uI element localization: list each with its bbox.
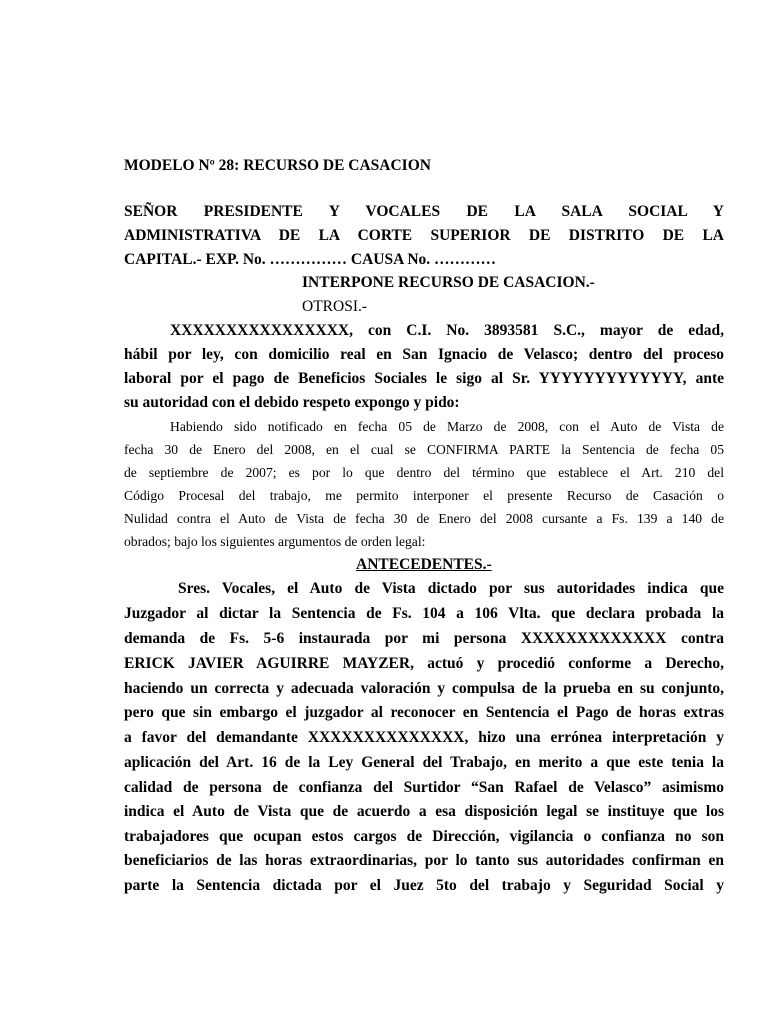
address-line-3: CAPITAL.- EXP. No. …………… CAUSA No. ………… xyxy=(124,251,497,268)
notice-line-5: Nulidad contra el Auto de Vista de fecha 30 de Enero del 2008 cursante a Fs. 139 a 140 de xyxy=(124,511,724,526)
notice-line-2: fecha 30 de Enero del 2008, en el cual se CONFIRMA PARTE la Sentencia de fecha 05 xyxy=(124,442,724,457)
antecedentes-line-11: trabajadores que ocupan estos cargos de Dirección, vigilancia o confianza no son xyxy=(124,828,724,845)
antecedentes-line-13: parte la Sentencia dictada por el Juez 5to del trabajo y Seguridad Social y xyxy=(124,877,724,894)
antecedentes-line-12: beneficiarios de las horas extraordinarias, por lo tanto sus autoridades confirman en xyxy=(124,852,724,869)
intro-line-4: su autoridad con el debido respeto expongo y pido: xyxy=(124,394,460,411)
intro-line-1: XXXXXXXXXXXXXXXX, con C.I. No. 3893581 S.C., mayor de edad, xyxy=(170,322,724,339)
notice-line-3: de septiembre de 2007; es por lo que dentro del término que establece el Art. 210 del xyxy=(124,465,724,480)
antecedentes-line-9: calidad de persona de confianza del Surtidor “San Rafael de Velasco” asimismo xyxy=(124,779,724,796)
antecedentes-line-8: aplicación del Art. 16 de la Ley General del Trabajo, en merito a que este tenia la xyxy=(124,754,724,771)
antecedentes-line-2: Juzgador al dictar la Sentencia de Fs. 104 a 106 Vlta. que declara probada la xyxy=(124,605,724,622)
notice-line-1: Habiendo sido notificado en fecha 05 de Marzo de 2008, con el Auto de Vista de xyxy=(170,419,724,434)
notice-line-6: obrados; bajo los siguientes argumentos de orden legal: xyxy=(124,534,426,549)
antecedentes-line-3: demanda de Fs. 5-6 instaurada por mi persona XXXXXXXXXXXXX contra xyxy=(124,630,724,647)
antecedentes-line-4: ERICK JAVIER AGUIRRE MAYZER, actuó y procedió conforme a Derecho, xyxy=(124,655,724,672)
antecedentes-line-7: a favor del demandante XXXXXXXXXXXXXX, hizo una errónea interpretación y xyxy=(124,729,724,746)
intro-line-2: hábil por ley, con domicilio real en San Ignacio de Velasco; dentro del proceso xyxy=(124,346,724,363)
antecedentes-line-5: haciendo un correcta y adecuada valoración y compulsa de la prueba en su conjunto, xyxy=(124,680,724,697)
address-line-1: SEÑOR PRESIDENTE Y VOCALES DE LA SALA SOCIAL Y xyxy=(124,203,724,220)
otrosi-line: OTROSI.- xyxy=(302,298,368,315)
document-title: MODELO Nº 28: RECURSO DE CASACION xyxy=(124,157,431,174)
antecedentes-line-1: Sres. Vocales, el Auto de Vista dictado por sus autoridades indica que xyxy=(178,580,724,597)
section-heading: ANTECEDENTES.- xyxy=(356,556,492,573)
antecedentes-line-10: indica el Auto de Vista que de acuerdo a esa disposición legal se instituye que los xyxy=(124,803,724,820)
antecedentes-line-6: pero que sin embargo el juzgador al reconocer en Sentencia el Pago de horas extras xyxy=(124,704,724,721)
address-line-2: ADMINISTRATIVA DE LA CORTE SUPERIOR DE DISTRITO DE LA xyxy=(124,227,724,244)
notice-line-4: Código Procesal del trabajo, me permito interponer el presente Recurso de Casación o xyxy=(124,488,724,503)
intro-line-3: laboral por el pago de Beneficios Sociales le sigo al Sr. YYYYYYYYYYYYY, ante xyxy=(124,370,724,387)
subject-line: INTERPONE RECURSO DE CASACION.- xyxy=(302,274,595,291)
